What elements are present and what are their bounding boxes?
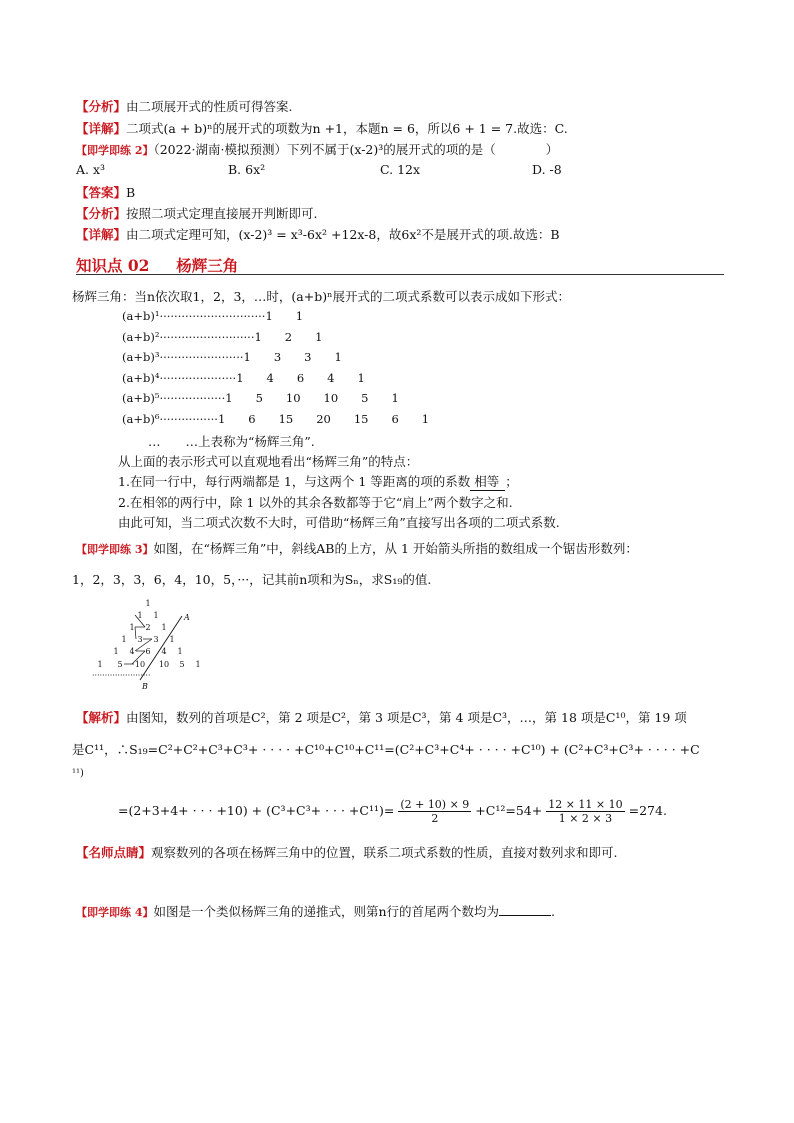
detail-2 [76, 225, 560, 243]
label-b: B [142, 682, 148, 691]
zigzag-figure [90, 596, 210, 692]
yanghui-row-1 [122, 308, 303, 324]
practice-tag: 【即学即练 2】 [76, 144, 154, 157]
fraction-1 [398, 798, 471, 825]
answer-tag: 【答案】 [76, 185, 127, 200]
solution-expr: =(2+3+4+ · · · +10) + (C³+C³+ · · · +C¹¹)= [118, 803, 395, 818]
fig-num: 1 [145, 599, 151, 608]
knowledge-label: 知识点 02 [76, 256, 150, 275]
yanghui-row-5 [122, 390, 399, 406]
practice-3 [76, 539, 638, 557]
yanghui-intro: 杨辉三角：当n依次取1，2，3，…时，(a+b)ⁿ展开式的二项式系数可以表示成如下形式： [72, 289, 570, 304]
row-dots: ······················· [159, 350, 244, 364]
solution-line-1: 由图知，数列的首项是C²，第 2 项是C²，第 3 项是C³，第 4 项是C³，…，第 18 项是C¹⁰，第 19 项 [126, 710, 687, 725]
row-numbers: 1 2 1 [254, 330, 323, 344]
solution-result: =274. [628, 803, 667, 818]
fig-num: 10 [158, 660, 170, 669]
analysis-1 [76, 97, 293, 115]
practice-text: 如图是一个类似杨辉三角的递推式，则第n行的首尾两个数均为 [153, 904, 500, 919]
option-d: D. -8 [532, 162, 562, 177]
row-dots: ····················· [159, 371, 237, 385]
solution-expr-mid: +C¹²=54+ [475, 803, 543, 818]
analysis-tag: 【分析】 [76, 206, 127, 221]
analysis-text: 按照二项式定理直接展开判断即可. [126, 206, 318, 221]
row-dots: ····························· [159, 309, 266, 323]
solution-line-4 [118, 798, 667, 825]
practice-4 [76, 902, 555, 920]
fig-num: 1 [121, 635, 127, 644]
detail-tag: 【详解】 [76, 227, 127, 242]
practice-text: 如图，在“杨辉三角”中，斜线AB的上方，从 1 开始箭头所指的数组成一个锯齿形数列： [153, 541, 638, 556]
practice-tag: 【即学即练 4】 [76, 906, 154, 919]
row-label: (a+b)² [122, 330, 160, 344]
detail-text: 由二项式定理可知，(x-2)³ = x³-6x² +12x-8，故6x²不是展开式的项.故选：B [126, 227, 560, 242]
fig-num: 4 [161, 647, 167, 656]
yanghui-row-6 [122, 411, 429, 427]
features-conclusion: 由此可知，当二项式次数不大时，可借助“杨辉三角”直接写出各项的二项式系数. [118, 515, 560, 530]
fraction-1-num: (2 + 10) × 9 [400, 798, 470, 811]
row-dots: ·························· [159, 330, 255, 344]
feature-2: 2.在相邻的两行中，除 1 以外的其余各数都等于它“肩上”两个数字之和. [118, 495, 513, 510]
row-label: (a+b)¹ [122, 309, 160, 323]
fig-num: 3 [137, 635, 143, 644]
practice-2 [76, 140, 558, 158]
detail-1 [76, 119, 568, 137]
detail-tag: 【详解】 [76, 121, 127, 136]
fraction-1-den: 2 [431, 812, 439, 825]
teacher-note-text: 观察数列的各项在杨辉三角中的位置，联系二项式系数的性质，直接对数列求和即可. [151, 845, 618, 860]
answer-text: B [126, 185, 136, 200]
option-a: A. x³ [76, 162, 106, 177]
label-a: A [184, 613, 190, 622]
row-numbers: 1 4 6 4 1 [236, 371, 365, 385]
bottom-dots: ······················· [92, 671, 151, 680]
row-label: (a+b)⁴ [122, 371, 160, 385]
fraction-2-den: 1 × 2 × 3 [558, 812, 613, 825]
yanghui-row-4 [122, 370, 365, 386]
heading-divider [76, 274, 724, 275]
answer-blank [499, 903, 551, 916]
features-intro: 从上面的表示形式可以直观地看出“杨辉三角”的特点： [118, 454, 419, 469]
analysis-tag: 【分析】 [76, 99, 127, 114]
fig-num: 1 [97, 660, 103, 669]
yanghui-row-2 [122, 329, 322, 345]
fig-num: 1 [195, 660, 201, 669]
feature-1 [118, 472, 518, 491]
fig-num: 2 [145, 623, 151, 632]
fraction-2 [546, 798, 624, 825]
fig-num: 1 [153, 611, 159, 620]
analysis-text: 由二项展开式的性质可得答案. [126, 99, 293, 114]
fig-num: 1 [169, 635, 175, 644]
fig-num: 6 [145, 647, 151, 656]
fig-num: 5 [117, 660, 123, 669]
yanghui-caption: … …上表称为“杨辉三角”. [148, 434, 315, 449]
fig-num: 1 [161, 623, 167, 632]
feature-1-text: 1.在同一行中，每行两端都是 1，与这两个 1 等距离的项的系数 [118, 474, 471, 489]
answer-2 [76, 183, 135, 201]
practice-tag: 【即学即练 3】 [76, 543, 154, 556]
arrow-line [135, 627, 136, 639]
teacher-note [76, 843, 618, 861]
feature-1-end: ； [505, 474, 518, 489]
teacher-note-tag: 【名师点睛】 [76, 845, 152, 860]
solution-tag: 【解析】 [76, 710, 127, 725]
row-dots: ·················· [159, 391, 226, 405]
fig-num: 1 [137, 611, 143, 620]
option-c: C. 12x [380, 162, 421, 177]
yanghui-row-3 [122, 349, 342, 365]
fig-num: 1 [129, 623, 135, 632]
row-label: (a+b)⁶ [122, 412, 160, 426]
solution-3 [76, 708, 687, 726]
row-numbers: 1 6 15 20 15 6 1 [217, 412, 430, 426]
feature-1-blank: 相等 [470, 472, 505, 491]
detail-text: 二项式(a + b)ⁿ的展开式的项数为n +1，本题n = 6，所以6 + 1 = 7.故选：C. [126, 121, 568, 136]
solution-line-2: 是C¹¹，∴S₁₉=C²+C²+C³+C³+ · · · · +C¹⁰+C¹⁰+C¹¹=(C²+C³+C⁴+ · · · · +C¹⁰) + (C²+C³+C³+ · · · · +C [72, 742, 700, 757]
option-b: B. 6x² [228, 162, 266, 177]
fig-num: 1 [113, 647, 119, 656]
fig-num: 10 [134, 660, 146, 669]
row-numbers: 1 5 10 10 5 1 [225, 391, 399, 405]
practice-3-sequence: 1，2，3，3，6，4，10，5，···，记其前n项和为Sₙ，求S₁₉的值. [72, 572, 432, 587]
fig-num: 4 [129, 647, 135, 656]
practice-text: （2022·湖南·模拟预测）下列不属于(x-2)³的展开式的项的是（ ） [153, 142, 559, 157]
fraction-2-num: 12 × 11 × 10 [548, 798, 623, 811]
fig-num: 3 [153, 635, 159, 644]
row-label: (a+b)⁵ [122, 391, 160, 405]
fig-num: 5 [179, 660, 185, 669]
knowledge-title: 杨辉三角 [176, 256, 239, 275]
solution-line-3: ¹¹) [72, 768, 84, 779]
analysis-2 [76, 204, 318, 222]
practice-end: . [551, 904, 556, 919]
row-numbers: 1 3 3 1 [243, 350, 342, 364]
row-dots: ················ [159, 412, 218, 426]
knowledge-heading [76, 254, 238, 276]
row-label: (a+b)³ [122, 350, 160, 364]
fig-num: 1 [177, 647, 183, 656]
row-numbers: 1 1 [265, 309, 304, 323]
